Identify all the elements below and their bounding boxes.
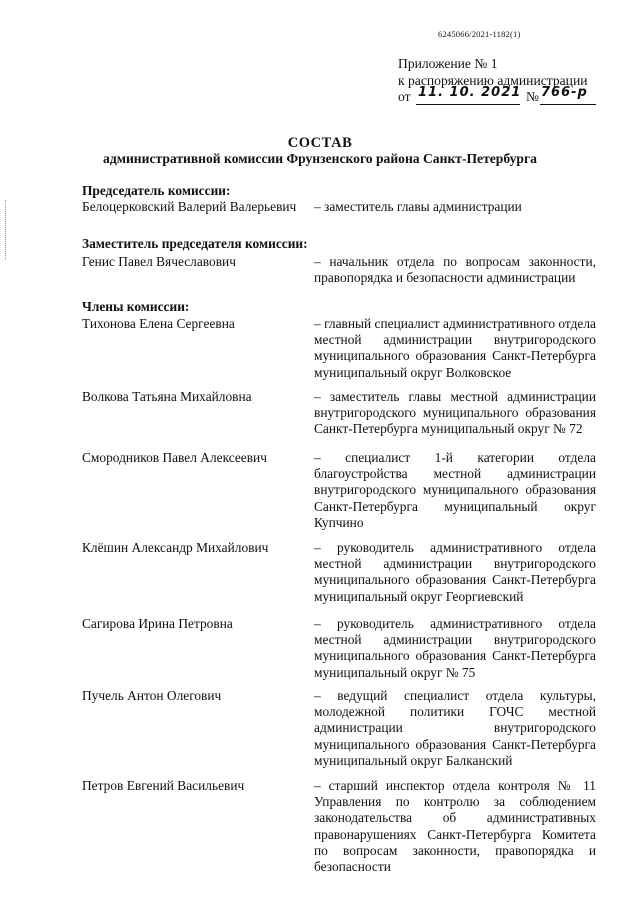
member-role: – руководитель административного отдела местной администрации внутригородского муниципального образования Санкт-Петербурга муниципальный округ № 75 [314,616,596,680]
handwritten-number: 766-р [541,85,588,100]
chairman-role: – заместитель главы администрации [314,199,522,214]
chairman-heading: Председатель комиссии: [82,183,231,198]
chairman-name: Белоцерковский Валерий Валерьевич [82,199,297,214]
member-name: Петров Евгений Васильевич [82,778,245,793]
member-name: Сагирова Ирина Петровна [82,616,233,631]
date-underline [416,104,520,105]
members-heading: Члены комиссии: [82,299,190,314]
number-label: № [526,89,539,104]
member-role: – старший инспектор отдела контроля № 11 Управления по контролю за соблюдением законодательства об административных правонарушениях Санкт-Петербурга Комитета по вопросам законности, правопорядка и безопасности [314,778,596,875]
member-name: Тихонова Елена Сергеевна [82,316,235,331]
document-id: 6245066/2021-1182(1) [438,29,521,39]
annex-date-line [398,85,598,109]
member-name: Волкова Татьяна Михайловна [82,389,252,404]
document-subtitle: административной комиссии Фрунзенского района Санкт-Петербурга [103,151,537,166]
annex-line-2: к распоряжению администрации [398,72,588,88]
scan-edge-mark [5,200,8,260]
member-name: Клёшин Александр Михайлович [82,540,269,555]
member-role: – заместитель главы местной администрации внутригородского муниципального образования Санкт-Петербурга муниципальный округ № 72 [314,389,596,437]
document-title: СОСТАВ [287,135,353,151]
annex-line-1: Приложение № 1 [398,56,498,71]
member-role: – руководитель административного отдела местной администрации внутригородского муниципального образования Санкт-Петербурга муниципальный округ Георгиевский [314,540,596,604]
member-role: – главный специалист административного отдела местной администрации внутригородского муниципального образования Санкт-Петербурга муниципальный округ Волковское [314,316,596,380]
annex-block [398,56,598,109]
member-name: Пучель Антон Олегович [82,688,222,703]
deputy-name: Генис Павел Вячеславович [82,254,236,269]
deputy-heading: Заместитель председателя комиссии: [82,236,308,251]
date-label: от [398,89,411,104]
member-role: – специалист 1-й категории отдела благоустройства местной администрации внутригородского муниципального образования Санкт-Петербурга муниципальный округ Купчино [314,450,596,530]
member-name: Смородников Павел Алексеевич [82,450,267,465]
deputy-role: – начальник отдела по вопросам законности, правопорядка и безопасности администрации [314,254,596,286]
member-role: – ведущий специалист отдела культуры, молодежной политики ГОЧС местной администрации внутригородского муниципального образования Санкт-Петербурга муниципальный округ Балканский [314,688,596,768]
number-underline [540,104,596,105]
handwritten-date: 11. 10. 2021 [418,85,522,100]
